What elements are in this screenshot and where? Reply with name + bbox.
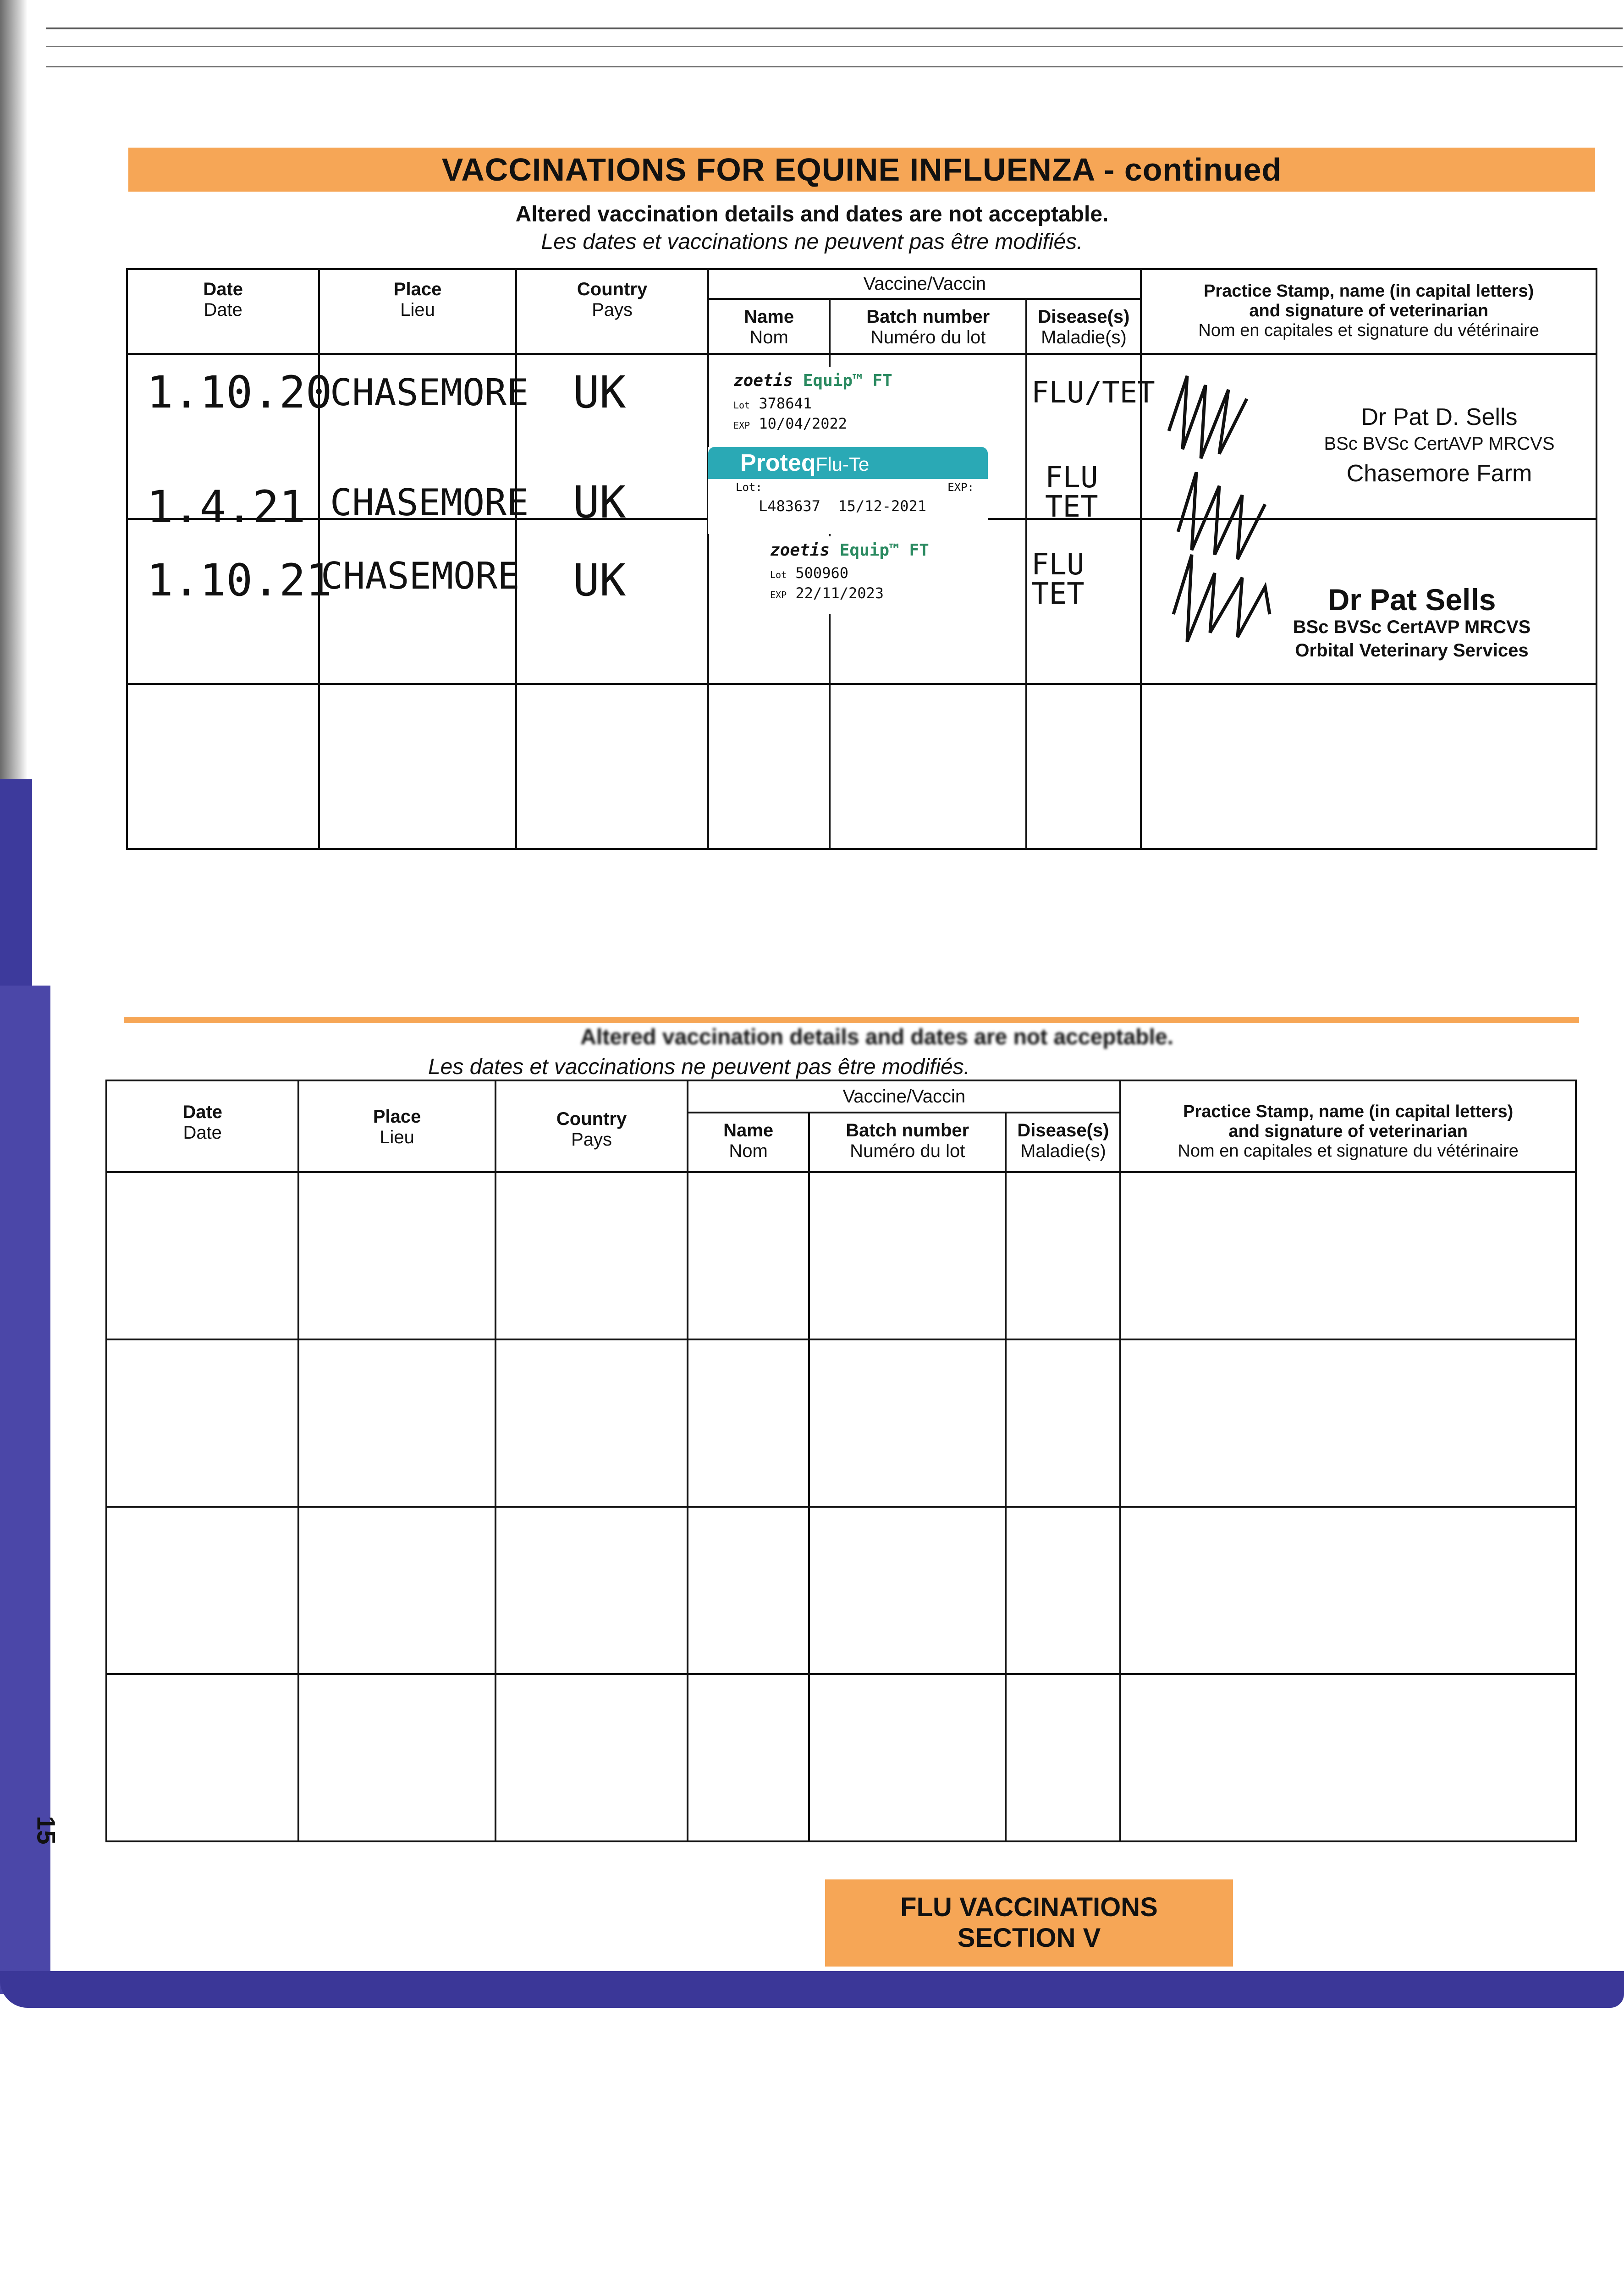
footer-line-1: FLU VACCINATIONS <box>900 1892 1158 1923</box>
cell-country[interactable] <box>516 684 709 849</box>
vaccine-sticker-1: zoetis Equip™ FT Lot 378641 EXP 10/04/2022 <box>715 367 926 449</box>
col-country-header: Country Pays <box>495 1080 688 1172</box>
cell-disease[interactable] <box>1006 1339 1120 1507</box>
cell-place[interactable] <box>298 1172 495 1339</box>
page-stack-edge-line <box>46 46 1623 47</box>
practice-stamp-2: Dr Pat Sells BSc BVSc CertAVP MRCVS Orbital Veterinary Services <box>1293 583 1531 661</box>
cell-batch[interactable] <box>809 1339 1006 1507</box>
cell-stamp[interactable] <box>1120 1507 1576 1674</box>
cell-name[interactable] <box>688 1339 809 1507</box>
cell-stamp[interactable] <box>1120 1674 1576 1841</box>
entry-3-date: 1.10.21 <box>147 555 332 606</box>
entry-1-date: 1.10.20 <box>147 367 332 418</box>
cell-disease[interactable] <box>1006 1507 1120 1674</box>
entry-1-disease: FLU/TET <box>1031 376 1155 410</box>
col-vaccine-header: Vaccine/Vaccin <box>708 269 1141 299</box>
cell-country[interactable] <box>495 1339 688 1507</box>
cell-country[interactable] <box>495 1674 688 1841</box>
col-stamp-header: Practice Stamp, name (in capital letters) and signature of veterinarian Nom en capitales et signature du vétérinaire <box>1141 269 1596 354</box>
notice-fr-page2: Les dates et vaccinations ne peuvent pas être modifiés. <box>428 1055 970 1079</box>
col-name-header: Name Nom <box>708 299 830 354</box>
cell-name[interactable] <box>688 1172 809 1339</box>
binder-cover-bottom <box>0 1971 1624 2008</box>
entry-2-date: 1.4.21 <box>147 481 306 533</box>
cell-batch[interactable] <box>809 1507 1006 1674</box>
col-place-header: Place Lieu <box>319 269 516 354</box>
col-stamp-header: Practice Stamp, name (in capital letters) and signature of veterinarian Nom en capitales et signature du vétérinaire <box>1120 1080 1576 1172</box>
cell-date[interactable] <box>106 1507 298 1674</box>
section-title: VACCINATIONS FOR EQUINE INFLUENZA - continued <box>128 148 1595 192</box>
cell-place[interactable] <box>298 1339 495 1507</box>
col-place-header: Place Lieu <box>298 1080 495 1172</box>
entry-2-disease: FLU TET <box>1045 461 1098 524</box>
cell-place[interactable] <box>319 519 516 684</box>
page-stack-edges <box>46 28 1623 67</box>
cell-date[interactable] <box>127 684 319 849</box>
cell-country[interactable] <box>495 1172 688 1339</box>
cell-name[interactable] <box>688 1507 809 1674</box>
vaccine-sticker-2: ProteqFlu-Te Lot: EXP: L483637 15/12-2021 <box>708 447 988 534</box>
col-batch-header: Batch number Numéro du lot <box>830 299 1026 354</box>
col-name-header: Name Nom <box>688 1113 809 1172</box>
cell-stamp[interactable] <box>1120 1172 1576 1339</box>
notice-en: Altered vaccination details and dates are not acceptable. <box>515 202 1109 226</box>
col-disease-header: Disease(s) Maladie(s) <box>1006 1113 1120 1172</box>
cell-date[interactable] <box>106 1172 298 1339</box>
col-date-header: Date Date <box>106 1080 298 1172</box>
col-batch-header: Batch number Numéro du lot <box>809 1113 1006 1172</box>
cell-batch[interactable] <box>809 1172 1006 1339</box>
page-edge-shadow <box>0 0 28 802</box>
cell-date[interactable] <box>106 1674 298 1841</box>
footer-line-2: SECTION V <box>957 1923 1101 1953</box>
section-footer-tab <box>825 1879 1233 1967</box>
entry-3-country: UK <box>573 555 626 606</box>
entry-1-country: UK <box>573 367 626 418</box>
cell-disease[interactable] <box>1006 1674 1120 1841</box>
col-disease-header: Disease(s) Maladie(s) <box>1026 299 1141 354</box>
cell-stamp[interactable] <box>1141 684 1596 849</box>
cell-stamp[interactable] <box>1120 1339 1576 1507</box>
cell-batch[interactable] <box>830 684 1026 849</box>
cell-name[interactable] <box>708 684 830 849</box>
page-fold-strip <box>124 1017 1579 1023</box>
notice-en-page2: Altered vaccination details and dates are not acceptable. <box>580 1025 1173 1049</box>
notice-fr: Les dates et vaccinations ne peuvent pas être modifiés. <box>541 230 1083 254</box>
entry-3-disease: FLU TET <box>1031 548 1085 611</box>
vaccination-table-bottom <box>105 1080 1577 1842</box>
cell-place[interactable] <box>298 1674 495 1841</box>
practice-stamp-1: Dr Pat D. Sells BSc BVSc CertAVP MRCVS Chasemore Farm <box>1324 404 1555 487</box>
entry-2-place: CHASEMORE <box>330 481 529 524</box>
cell-batch[interactable] <box>809 1674 1006 1841</box>
cell-country[interactable] <box>495 1507 688 1674</box>
entry-2-country: UK <box>573 477 626 528</box>
cell-place[interactable] <box>298 1507 495 1674</box>
cell-date[interactable] <box>106 1339 298 1507</box>
cell-name[interactable] <box>688 1674 809 1841</box>
entry-3-place: CHASEMORE <box>321 555 520 597</box>
cell-place[interactable] <box>319 684 516 849</box>
cell-disease[interactable] <box>1026 684 1141 849</box>
col-country-header: Country Pays <box>516 269 709 354</box>
col-date-header: Date Date <box>127 269 319 354</box>
page-number: 15 <box>32 1816 61 1845</box>
vaccine-sticker-3: zoetis Equip™ FT Lot 500960 EXP 22/11/2023 <box>752 536 953 614</box>
cell-disease[interactable] <box>1006 1172 1120 1339</box>
col-vaccine-header: Vaccine/Vaccin <box>688 1080 1120 1113</box>
entry-1-place: CHASEMORE <box>330 371 529 414</box>
